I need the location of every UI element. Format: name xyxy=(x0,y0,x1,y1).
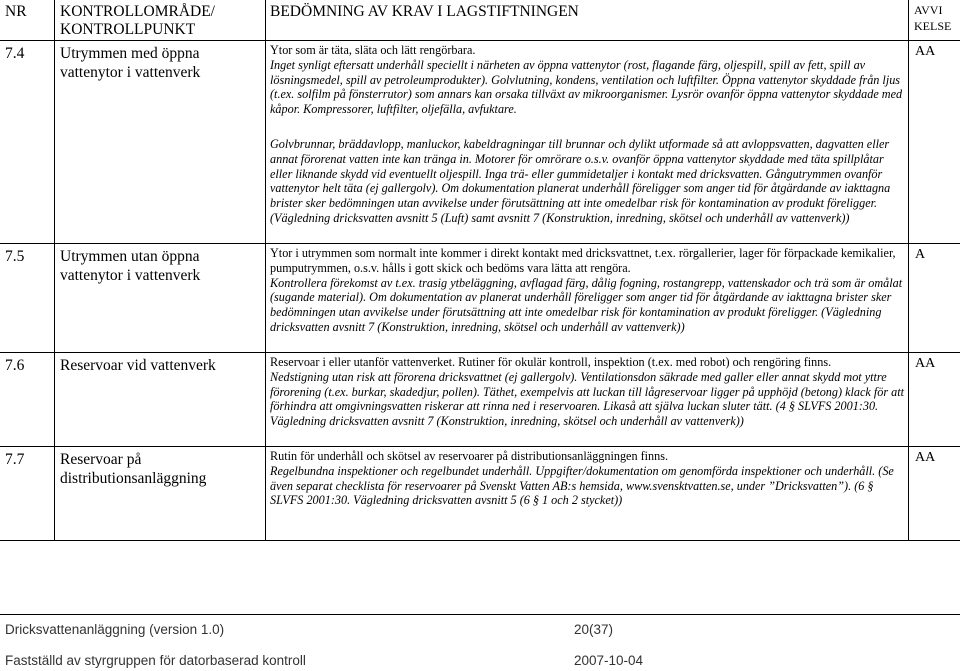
col-divider xyxy=(54,0,55,541)
row-requirement xyxy=(270,246,906,335)
row-requirement xyxy=(270,43,906,117)
header-deviation: AVVI KELSE xyxy=(914,3,952,33)
row-area: Utrymmen utan öppna vattenytor i vattenverk xyxy=(60,248,201,284)
header-requirement: BEDÖMNING AV KRAV I LAGSTIFTNINGEN xyxy=(270,3,579,20)
deviation-code: A xyxy=(915,247,926,262)
requirement-text: Ytor i utrymmen som normalt inte kommer i direkt kontakt med dricksvattnet, t.ex. rörgallerier, lager för förpackade kemikalier, pumputrymmen, o.s.v. hålls i gott skick och bedöms vara lätta att rengöra. xyxy=(270,246,896,275)
row-divider xyxy=(0,243,960,244)
col-divider xyxy=(265,0,266,541)
row-requirement: Golvbrunnar, bräddavlopp, manluckor, kabeldragningar till brunnar och dylikt utformade så att avloppsvatten, dagvatten eller annat förorenat vatten inte kan tränga in. Motorer för omrörare o.s.v. ovanför öppna vattenytor skyddade med täta spillplåtar eller liknande skydd vid eventuellt oljespill. Inga trä- eller gummidetaljer i kontakt med dricksvatten. Gångutrymmen ovanför vattenytor helt täta (ej gallergolv). Om dokumentation planerat underhåll föreligger som anger tid för åtgärdande av iakttagna brister sker bedömningen utan avvikelse under förutsättning att inte omedelbar risk för kontamination av produkt föreligger. (Vägledning dricksvatten avsnitt 5 (Luft) samt avsnitt 7 (Konstruktion, inredning, skötsel och underhåll av vattenverk)) xyxy=(270,137,891,225)
col-divider xyxy=(908,0,909,541)
row-divider xyxy=(0,352,960,353)
requirement-text: Nedstigning utan risk att förorena dricksvattnet (ej gallergolv). Ventilationsdon säkrade med galler eller annat skydd mot yttre förorening (t.ex. burkar, skadedjur, pollen). Täthet, exempelvis att luckan till lågreservoar ligger på upphöjd (betong) klack för att förhindra att omgivningsvatten riskerar att rinna ned i reservoaren. Likaså att själva luckan sluter tätt. (4 § SLVFS 2001:30. Vägledning dricksvatten avsnitt 7 (Konstruktion, inredning, skötsel och underhåll av vattenverk)) xyxy=(270,369,904,428)
requirement-text: Regelbundna inspektioner och regelbundet underhåll. Uppgifter/dokumentation om genomförda inspektioner och underhåll. (Se även separat checklista för reservoarer på Svenskt Vatten AB:s hemsida, www.svensktvatten.se, under ”Dricksvatten”). (6 § SLVFS 2001:30. Vägledning dricksvatten avsnitt 5 (6 § 1 och 2 stycket)) xyxy=(270,463,894,508)
row-nr: 7.7 xyxy=(5,451,25,468)
row-nr: 7.4 xyxy=(5,45,25,62)
requirement-text: Inget synligt eftersatt underhåll speciellt i närheten av öppna vattenytor (rost, flagande färg, oljespill, spill av fett, spill av lösningsmedel, spill av petroleumprodukter). Golvlutning, kondens, ventilation och luftfilter. Öppna vattenytor skyddade från ljus (t.ex. solfilm på fönsterrutor) som annars kan orsaka tillväxt av mikroorganismer. Lysrör ovanför öppna vattenytor skyddade med kåpor. Kompressorer, luftfilter, oljefälla, avfuktare. xyxy=(270,57,903,116)
footer-doc-title: Dricksvattenanläggning (version 1.0) xyxy=(5,622,225,637)
row-nr: 7.6 xyxy=(5,357,25,374)
header-area: KONTROLLOMRÅDE/ KONTROLLPUNKT xyxy=(60,3,215,38)
row-divider xyxy=(0,446,960,447)
footer-date: 2007-10-04 xyxy=(574,653,644,668)
row-area: Reservoar på distributionsanläggning xyxy=(60,451,207,487)
header-nr: NR xyxy=(5,3,27,20)
row-divider xyxy=(0,540,960,541)
row-area: Reservoar vid vattenverk xyxy=(60,357,216,374)
deviation-code: AA xyxy=(915,450,936,465)
row-nr: 7.5 xyxy=(5,248,25,265)
deviation-code: AA xyxy=(915,44,936,59)
footer-divider xyxy=(0,614,960,615)
footer-page-number: 20(37) xyxy=(574,622,614,637)
row-area: Utrymmen med öppna vattenytor i vattenverk xyxy=(60,45,201,81)
row-requirement xyxy=(270,449,906,508)
requirement-text: Rutin för underhåll och skötsel av reservoarer på distributionsanläggningen finns. xyxy=(270,449,669,463)
requirement-text: Ytor som är täta, släta och lätt rengörbara. xyxy=(270,43,476,57)
row-requirement xyxy=(270,355,906,429)
requirement-text: Kontrollera förekomst av t.ex. trasig ytbeläggning, avflagad färg, dålig fogning, rostangrepp, vattenskador och trä som är omålat (sugande material). Om dokumentation av planerat underhåll föreligger som anger tid för åtgärdande av iakttagna brister sker bedömningen utan avvikelse under förutsättning att inte omedelbar risk för kontamination av produkt föreligger. (Vägledning dricksvatten avsnitt 7 (Konstruktion, inredning, skötsel och underhåll av vattenverk)) xyxy=(270,275,903,334)
deviation-code: AA xyxy=(915,356,936,371)
requirement-text: Reservoar i eller utanför vattenverket. Rutiner för okulär kontroll, inspektion (t.ex. med robot) och rengöring finns. xyxy=(270,355,832,369)
footer-approved-by: Fastställd av styrgruppen för datorbaserad kontroll xyxy=(5,653,306,668)
